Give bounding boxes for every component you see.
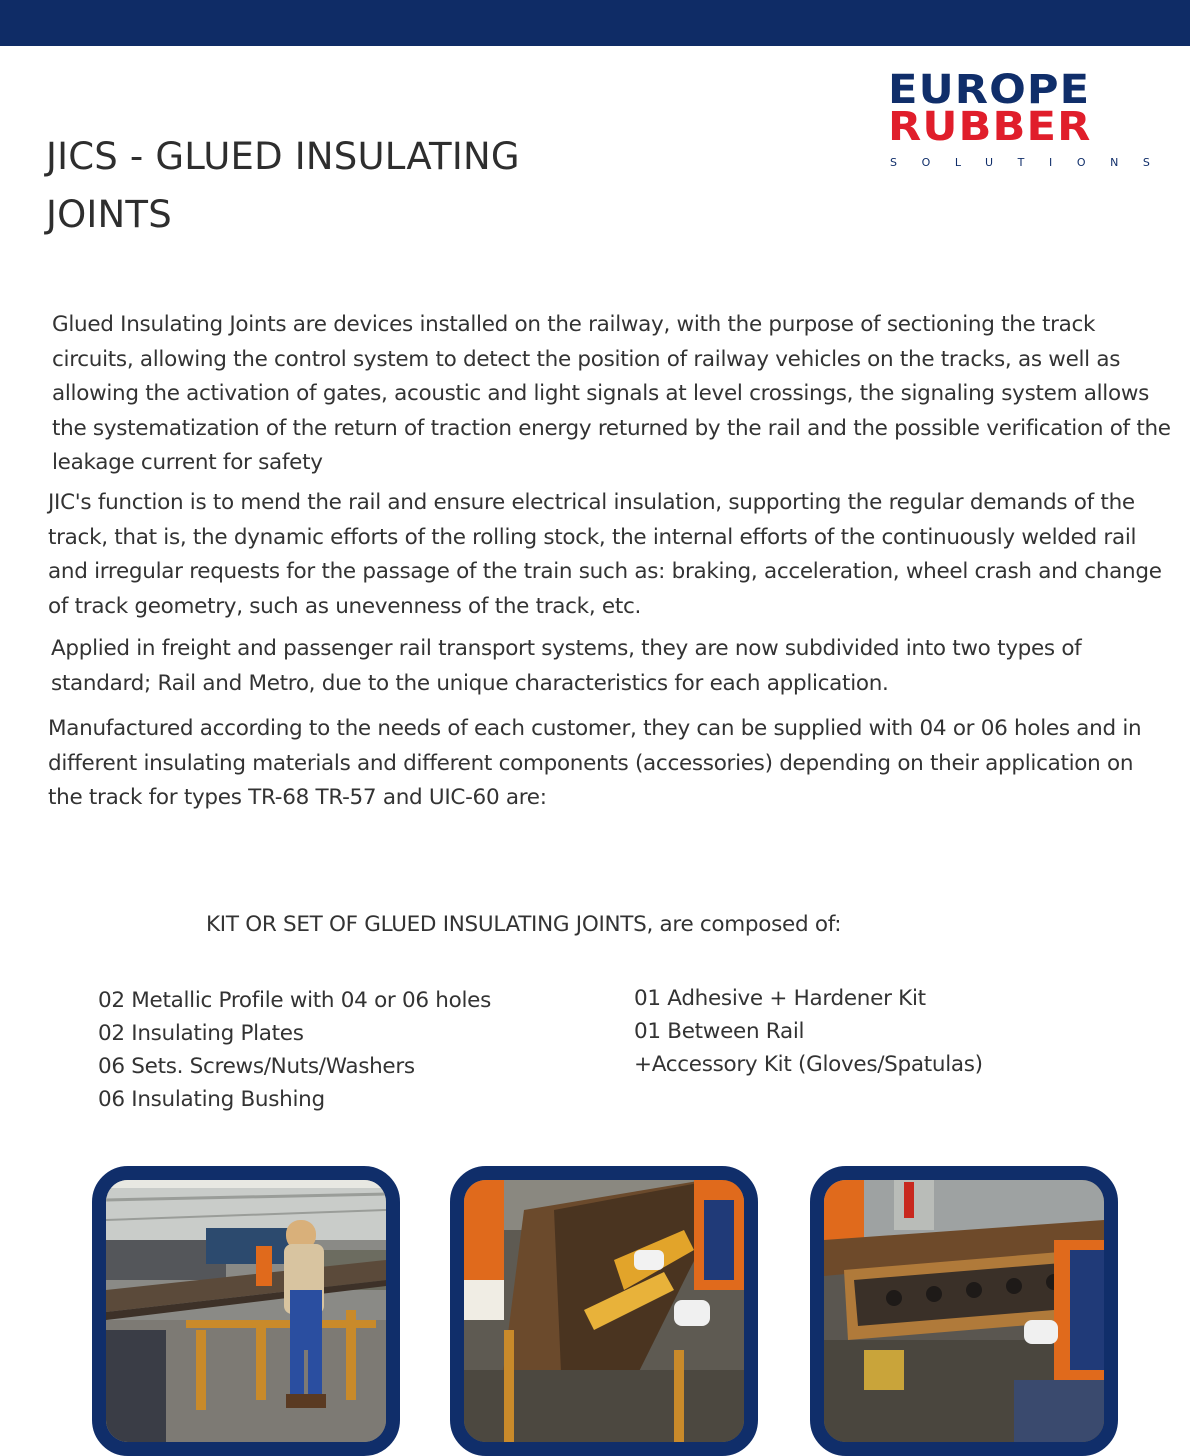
photo-closeup-image: [824, 1180, 1104, 1442]
list-item: 06 Sets. Screws/Nuts/Washers: [98, 1054, 415, 1079]
logo-line-solutions: SOLUTIONS: [890, 156, 1175, 169]
kit-list-right: [634, 982, 983, 1081]
list-item: 01 Between Rail: [634, 1019, 805, 1044]
list-item: 01 Adhesive + Hardener Kit: [634, 986, 926, 1011]
list-item: 02 Insulating Plates: [98, 1021, 304, 1046]
logo-line-europe: EUROPE: [888, 67, 1091, 113]
workshop-welder-photo: [92, 1166, 400, 1456]
europe-rubber-logo: [888, 67, 1175, 169]
joint-assembly-photo: [450, 1166, 758, 1456]
paragraph-manufacture: Manufactured according to the needs of each customer, they can be supplied with 04 or 06 holes and in different insulating materials and different components (accessories) depending on their application on the track for types TR-68 TR-57 and UIC-60 are:: [48, 716, 1142, 810]
kit-heading: KIT OR SET OF GLUED INSULATING JOINTS, are composed of:: [206, 912, 842, 937]
list-item: 02 Metallic Profile with 04 or 06 holes: [98, 988, 491, 1013]
page-title: JICS - GLUED INSULATING JOINTS: [46, 135, 520, 236]
paragraph-definition: Glued Insulating Joints are devices installed on the railway, with the purpose of sectioning the track circuits, allowing the control system to detect the position of railway vehicles on the tracks, as well as allowing the activation of gates, acoustic and light signals at level crossings, the signaling system allows the systematization of the return of traction energy returned by the rail and the possible verification of the leakage current for safety: [52, 312, 1171, 475]
list-item: 06 Insulating Bushing: [98, 1087, 325, 1112]
logo-line-rubber: RUBBER: [888, 104, 1092, 150]
photo-assembly-image: [464, 1180, 744, 1442]
photo-welder-image: [106, 1180, 386, 1442]
paragraph-function: JIC's function is to mend the rail and ensure electrical insulation, supporting the regular demands of the track, that is, the dynamic efforts of the rolling stock, the internal efforts of the continuously welded rail and irregular requests for the passage of the train such as: braking, acceleration, wheel crash and change of track geometry, such as unevenness of the track, etc.: [48, 490, 1162, 619]
joint-closeup-photo: [810, 1166, 1118, 1456]
kit-list-left: [98, 984, 491, 1116]
top-banner: [0, 0, 1190, 46]
paragraph-application: Applied in freight and passenger rail transport systems, they are now subdivided into two types of standard; Rail and Metro, due to the unique characteristics for each application.: [51, 636, 1082, 696]
list-item: +Accessory Kit (Gloves/Spatulas): [634, 1052, 983, 1077]
